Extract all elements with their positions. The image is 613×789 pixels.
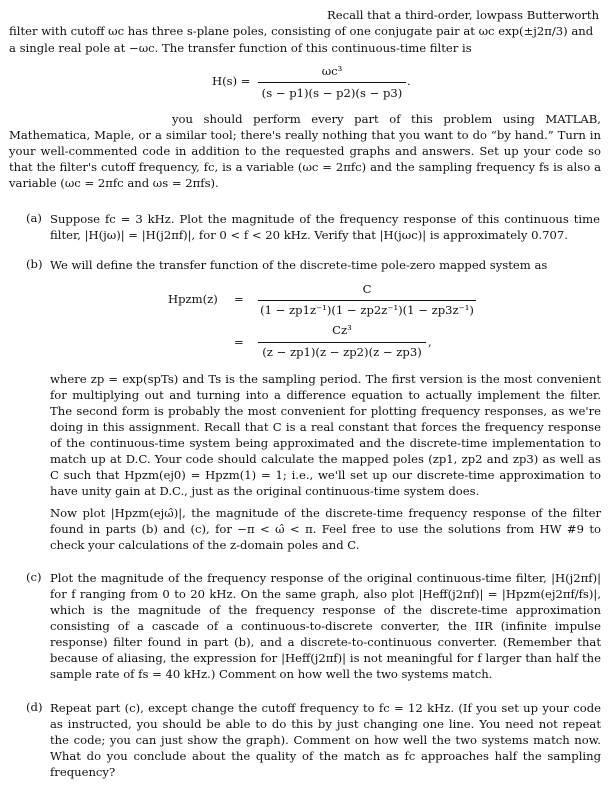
eq-b-comma: , (428, 335, 432, 349)
eq-h-period: . (407, 74, 411, 88)
eq-h-denominator: (s − p1)(s − p2)(s − p3) (261, 86, 403, 100)
eq-b-fraction-bar-2 (258, 342, 426, 343)
part-b-intro: We will define the transfer function of the discrete-time pole-zero mapped system as (50, 258, 548, 272)
eq-b-equals-2: = (234, 335, 244, 349)
eq-b-denominator-1: (1 − zp1z⁻¹)(1 − zp2z⁻¹)(1 − zp3z⁻¹) (260, 303, 474, 317)
part-b-label: (b) (26, 257, 43, 271)
eq-h-lhs: H(s) = (212, 74, 251, 88)
instructions-paragraph: you should perform every part of this problem using MATLAB, Mathematica, Maple, or a similar tool; there's really nothing that you want to do “by hand.” Turn in your well-commented code in addition to the requested graphs and answers. Set up your code so that the filter's cutoff frequency, fc, is a variable (ωc = 2πfc) and the sampling frequency fs is also a variable (ωc = 2πfc and ωs = 2πfs). (9, 112, 601, 190)
eq-b-lhs: Hpzm(z) (168, 292, 218, 306)
eq-b-numerator-2: Cz³ (332, 323, 352, 337)
part-a-label: (a) (26, 211, 42, 225)
part-b-plot-instructions: Now plot |Hpzm(ejω̂)|, the magnitude of the discrete-time frequency response of the filter found in parts (b) and (c), for −π < ω̂ < π. Feel free to use the solutions from HW #9 to check your calculations of the z-domain poles and C. (50, 506, 601, 552)
part-b-explanation: where zp = exp(spTs) and Ts is the sampling period. The first version is the most convenient for multiplying out and turning into a difference equation to actually implement the filter. The second form is probably the most convenient for plotting frequency responses, as we're doing in this assignment. Recall that C is a real constant that forces the frequency response of the continuous-time system being approximated and the discrete-time implementation to match up at D.C. Your code should calculate the mapped poles (zp1, zp2 and zp3) as well as C such that Hpzm(ej0) = Hpzm(1) = 1; i.e., we'll set up our discrete-time approximation to have unity gain at D.C., just as the original continuous-time system does. (50, 372, 601, 498)
eq-b-numerator-1: C (362, 282, 372, 296)
eq-h-numerator: ωc³ (321, 64, 343, 78)
eq-b-fraction-bar-1 (258, 300, 476, 301)
intro-line-3: a single real pole at −ωc. The transfer function of this continuous-time filter is (9, 41, 472, 55)
part-a-text: Suppose fc = 3 kHz. Plot the magnitude of the frequency response of this continuous time filter, |H(jω)| = |H(j2πf)|, for 0 < f < 20 kHz. Verify that |H(jωc)| is approximately 0.707. (50, 212, 600, 242)
eq-b-equals-1: = (234, 292, 244, 306)
eq-h-fraction-bar (258, 82, 406, 83)
eq-b-denominator-2: (z − zp1)(z − zp2)(z − zp3) (262, 345, 422, 359)
part-d-label: (d) (26, 700, 43, 714)
part-c-text: Plot the magnitude of the frequency response of the original continuous-time filter, |H(j2πf)| for f ranging from 0 to 20 kHz. On the same graph, also plot |Heff(j2πf)| = |Hpzm(ej2πf/fs)|, which is the magnitude of the frequency response of the discrete-time approximation consisting of a cascade of a continuous-to-discrete converter, the IIR (infinite impulse response) filter found in part (b), and a discrete-to-continuous converter. (Remember that because of aliasing, the expression for |Heff(j2πf)| is not meaningful for f larger than half the sample rate of fs = 40 kHz.) Comment on how well the two systems match. (50, 571, 601, 681)
part-c-label: (c) (26, 570, 42, 584)
intro-line-1: Recall that a third-order, lowpass Butterworth (327, 8, 600, 22)
intro-line-2: filter with cutoff ωc has three s-plane poles, consisting of one conjugate pair at ωc exp(±j2π/3) and (9, 24, 594, 38)
part-d-text: Repeat part (c), except change the cutoff frequency to fc = 12 kHz. (If you set up your code as instructed, you should be able to do this by just changing one line. You need not repeat the code; you can just show the graph). Comment on how well the two systems match now. What do you conclude about the quality of the match as fc approaches half the sampling frequency? (50, 701, 601, 779)
